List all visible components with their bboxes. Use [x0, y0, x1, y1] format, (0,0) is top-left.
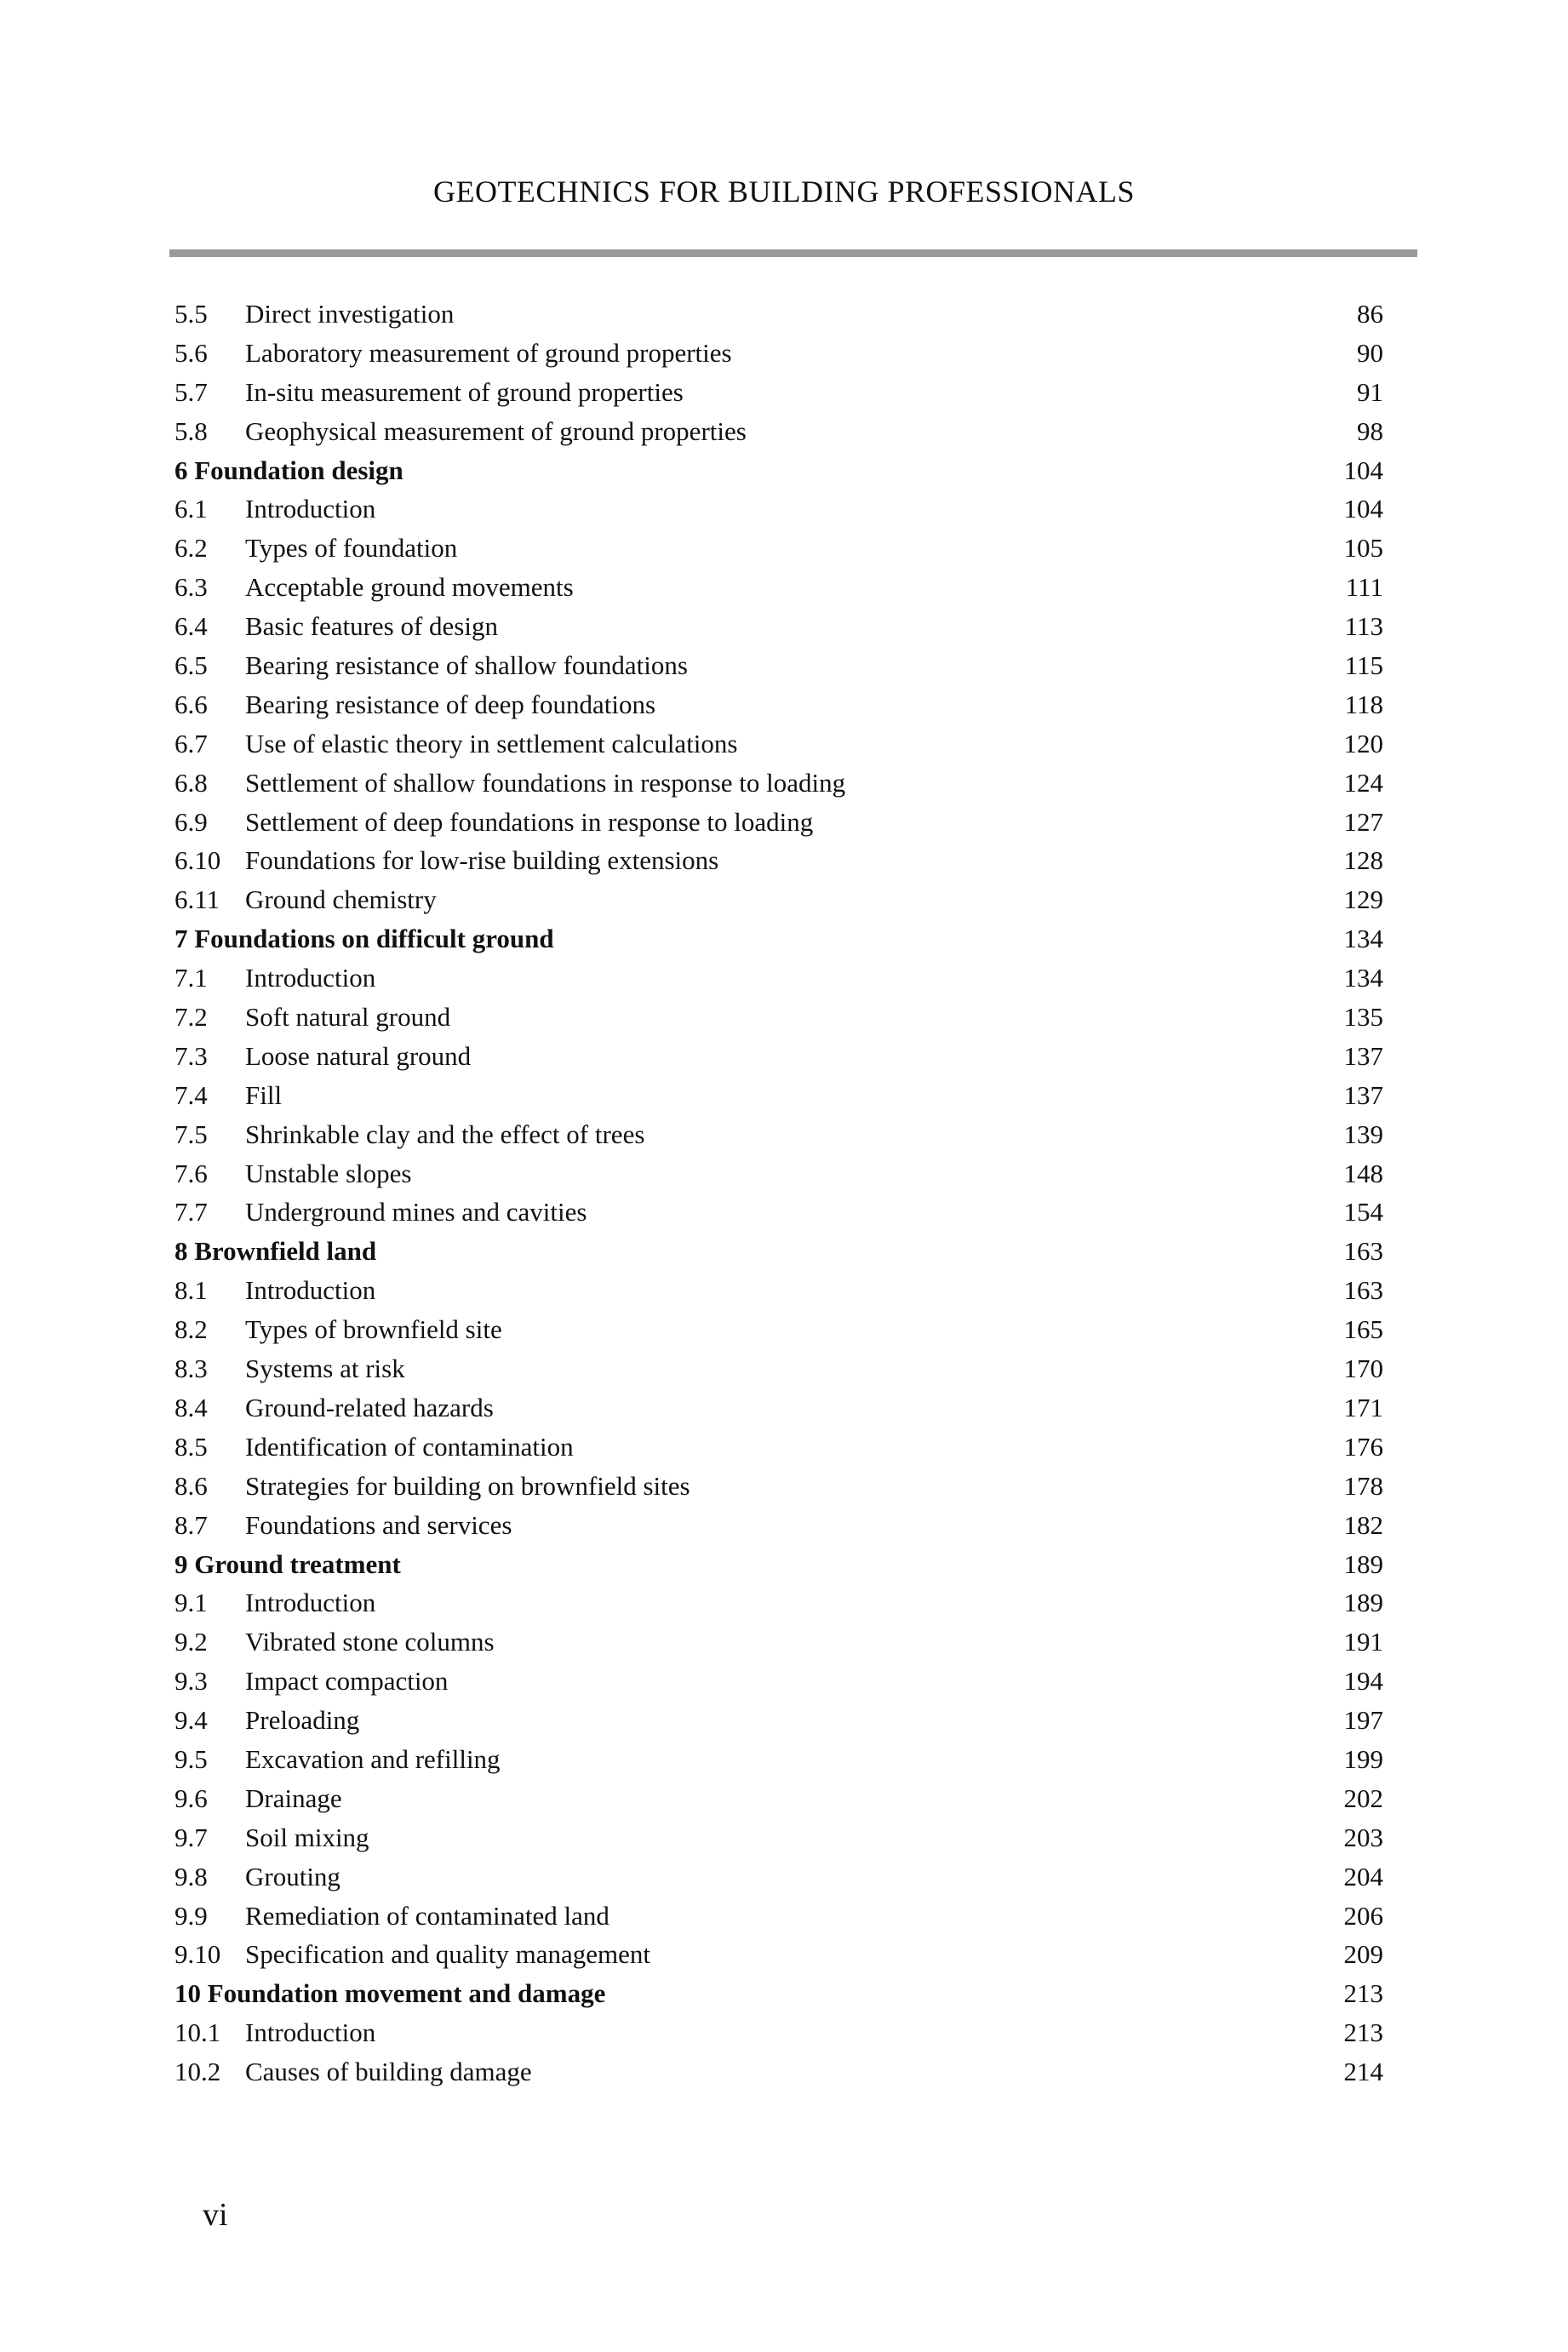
toc-section-row — [175, 646, 1383, 685]
toc-page-number: 111 — [1345, 572, 1383, 603]
toc-section-title: Types of brownfield site — [245, 1314, 502, 1345]
toc-section-title: Excavation and refilling — [245, 1743, 501, 1774]
toc-page-number: 137 — [1343, 1079, 1383, 1110]
toc-section-title: Introduction — [245, 1275, 376, 1306]
toc-page-number: 137 — [1343, 1040, 1383, 1071]
toc-section-row — [175, 1740, 1383, 1779]
toc-page-number: 154 — [1343, 1197, 1383, 1228]
toc-section-row — [175, 1349, 1383, 1388]
toc-section-row — [175, 2052, 1383, 2092]
toc-chapter-title: 9 Ground treatment — [175, 1548, 401, 1579]
toc-section-title: Bearing resistance of deep foundations — [245, 689, 656, 719]
toc-section-number: 10.2 — [175, 2057, 221, 2087]
toc-section-number: 8.6 — [175, 1470, 208, 1501]
toc-chapter-title: 10 Foundation movement and damage — [175, 1978, 606, 2009]
toc-section-row — [175, 1115, 1383, 1154]
toc-section-title: Impact compaction — [245, 1666, 449, 1697]
toc-section-title: Vibrated stone columns — [245, 1627, 495, 1657]
toc-section-row — [175, 1428, 1383, 1467]
toc-page-number: 213 — [1343, 1978, 1383, 2009]
toc-section-title: Direct investigation — [245, 299, 455, 329]
toc-chapter-title: 6 Foundation design — [175, 455, 403, 485]
toc-page-number: 176 — [1343, 1431, 1383, 1462]
toc-section-number: 6.7 — [175, 728, 208, 758]
toc-page-number: 98 — [1357, 415, 1383, 446]
toc-section-row — [175, 295, 1383, 334]
toc-page-number: 206 — [1343, 1900, 1383, 1931]
toc-section-row — [175, 568, 1383, 607]
toc-page-number: 213 — [1343, 2017, 1383, 2048]
toc-page-number: 194 — [1343, 1666, 1383, 1697]
toc-section-row — [175, 2013, 1383, 2052]
toc-section-title: Use of elastic theory in settlement calculations — [245, 728, 738, 758]
toc-section-number: 6.6 — [175, 689, 208, 719]
toc-section-title: Grouting — [245, 1861, 340, 1891]
toc-page-number: 104 — [1343, 455, 1383, 485]
toc-section-row — [175, 959, 1383, 998]
toc-section-number: 9.10 — [175, 1939, 221, 1970]
toc-section-row — [175, 1857, 1383, 1897]
toc-page-number: 104 — [1343, 494, 1383, 524]
toc-page-number: 204 — [1343, 1861, 1383, 1891]
toc-section-title: Loose natural ground — [245, 1040, 472, 1071]
toc-section-number: 9.5 — [175, 1743, 208, 1774]
toc-page-number: 148 — [1343, 1158, 1383, 1188]
toc-page-number: 124 — [1343, 767, 1383, 798]
toc-page-number: 128 — [1343, 845, 1383, 876]
toc-section-title: Foundations for low-rise building extensions — [245, 845, 719, 876]
toc-page-number: 127 — [1343, 806, 1383, 837]
toc-page-number: 163 — [1343, 1275, 1383, 1306]
toc-section-title: Acceptable ground movements — [245, 572, 574, 603]
toc-section-row — [175, 373, 1383, 412]
toc-section-row — [175, 1935, 1383, 1974]
toc-page-number: 203 — [1343, 1822, 1383, 1852]
toc-section-number: 6.3 — [175, 572, 208, 603]
header-rule — [169, 249, 1417, 257]
toc-section-number: 8.1 — [175, 1275, 208, 1306]
toc-section-number: 6.1 — [175, 494, 208, 524]
toc-page-number: 120 — [1343, 728, 1383, 758]
page-folio: vi — [203, 2197, 228, 2233]
toc-section-number: 9.7 — [175, 1822, 208, 1852]
toc-page-number: 214 — [1343, 2057, 1383, 2087]
toc-section-title: Introduction — [245, 963, 376, 993]
toc-section-title: Settlement of shallow foundations in response to loading — [245, 767, 846, 798]
toc-section-row — [175, 334, 1383, 373]
toc-page-number: 202 — [1343, 1783, 1383, 1813]
toc-section-title: Ground chemistry — [245, 884, 437, 915]
toc-section-number: 9.3 — [175, 1666, 208, 1697]
toc-page-number: 171 — [1343, 1392, 1383, 1422]
toc-section-row — [175, 489, 1383, 529]
toc-section-row — [175, 1388, 1383, 1428]
table-of-contents — [175, 295, 1383, 2092]
toc-section-number: 6.9 — [175, 806, 208, 837]
toc-chapter-row — [175, 1232, 1383, 1271]
toc-page-number: 134 — [1343, 924, 1383, 954]
toc-section-row — [175, 1193, 1383, 1232]
toc-section-number: 10.1 — [175, 2017, 221, 2048]
running-head: GEOTECHNICS FOR BUILDING PROFESSIONALS — [432, 175, 1136, 209]
toc-section-number: 7.3 — [175, 1040, 208, 1071]
toc-section-number: 8.4 — [175, 1392, 208, 1422]
toc-section-row — [175, 1897, 1383, 1936]
toc-section-number: 6.8 — [175, 767, 208, 798]
toc-chapter-row — [175, 451, 1383, 490]
toc-section-title: Preloading — [245, 1705, 360, 1736]
toc-section-title: Soft natural ground — [245, 1002, 451, 1033]
toc-page-number: 165 — [1343, 1314, 1383, 1345]
toc-section-number: 9.8 — [175, 1861, 208, 1891]
toc-page-number: 209 — [1343, 1939, 1383, 1970]
toc-section-number: 7.1 — [175, 963, 208, 993]
toc-chapter-title: 7 Foundations on difficult ground — [175, 924, 554, 954]
toc-section-number: 9.4 — [175, 1705, 208, 1736]
toc-section-number: 9.9 — [175, 1900, 208, 1931]
toc-section-row — [175, 1818, 1383, 1857]
toc-section-number: 9.1 — [175, 1588, 208, 1618]
toc-page-number: 189 — [1343, 1548, 1383, 1579]
toc-section-row — [175, 1076, 1383, 1115]
toc-section-title: Causes of building damage — [245, 2057, 532, 2087]
toc-section-number: 7.4 — [175, 1079, 208, 1110]
toc-section-row — [175, 880, 1383, 919]
toc-section-title: Types of foundation — [245, 533, 458, 564]
toc-section-number: 9.6 — [175, 1783, 208, 1813]
toc-section-title: Systems at risk — [245, 1353, 405, 1384]
toc-section-title: Specification and quality management — [245, 1939, 651, 1970]
toc-page-number: 178 — [1343, 1470, 1383, 1501]
toc-page-number: 197 — [1343, 1705, 1383, 1736]
toc-section-number: 5.7 — [175, 376, 208, 407]
toc-section-title: Strategies for building on brownfield sites — [245, 1470, 690, 1501]
toc-section-number: 5.6 — [175, 337, 208, 368]
toc-page-number: 189 — [1343, 1588, 1383, 1618]
toc-section-number: 6.5 — [175, 650, 208, 681]
toc-section-number: 8.2 — [175, 1314, 208, 1345]
toc-page-number: 90 — [1357, 337, 1383, 368]
toc-section-number: 6.10 — [175, 845, 221, 876]
toc-page-number: 199 — [1343, 1743, 1383, 1774]
toc-section-number: 7.7 — [175, 1197, 208, 1228]
toc-section-row — [175, 764, 1383, 803]
toc-section-number: 6.2 — [175, 533, 208, 564]
toc-section-title: Foundations and services — [245, 1509, 512, 1540]
toc-section-row — [175, 998, 1383, 1037]
toc-section-row — [175, 841, 1383, 880]
toc-page-number: 135 — [1343, 1002, 1383, 1033]
toc-section-row — [175, 529, 1383, 568]
toc-section-title: Laboratory measurement of ground properties — [245, 337, 732, 368]
toc-section-title: Geophysical measurement of ground properties — [245, 415, 747, 446]
toc-section-title: Introduction — [245, 2017, 376, 2048]
toc-section-row — [175, 1310, 1383, 1349]
toc-page-number: 115 — [1344, 650, 1383, 681]
toc-section-row — [175, 1662, 1383, 1701]
toc-page-number: 91 — [1357, 376, 1383, 407]
toc-section-row — [175, 685, 1383, 724]
toc-section-row — [175, 607, 1383, 646]
toc-section-title: Introduction — [245, 494, 376, 524]
toc-section-number: 5.8 — [175, 415, 208, 446]
toc-section-number: 8.3 — [175, 1353, 208, 1384]
toc-page-number: 134 — [1343, 963, 1383, 993]
toc-section-row — [175, 1271, 1383, 1310]
toc-page-number: 113 — [1344, 611, 1383, 642]
toc-page-number: 86 — [1357, 299, 1383, 329]
toc-page-number: 118 — [1344, 689, 1383, 719]
toc-section-row — [175, 412, 1383, 451]
toc-section-number: 6.11 — [175, 884, 220, 915]
toc-page-number: 182 — [1343, 1509, 1383, 1540]
toc-page-number: 163 — [1343, 1236, 1383, 1267]
toc-section-number: 5.5 — [175, 299, 208, 329]
toc-page-number: 191 — [1343, 1627, 1383, 1657]
toc-section-title: Underground mines and cavities — [245, 1197, 587, 1228]
toc-section-number: 7.6 — [175, 1158, 208, 1188]
toc-chapter-row — [175, 919, 1383, 959]
toc-section-number: 7.2 — [175, 1002, 208, 1033]
toc-section-title: Basic features of design — [245, 611, 498, 642]
toc-page-number: 105 — [1343, 533, 1383, 564]
toc-section-row — [175, 803, 1383, 842]
toc-section-title: Remediation of contaminated land — [245, 1900, 609, 1931]
toc-section-row — [175, 1037, 1383, 1076]
toc-section-title: Introduction — [245, 1588, 376, 1618]
toc-chapter-row — [175, 1974, 1383, 2013]
toc-section-title: Settlement of deep foundations in response to loading — [245, 806, 814, 837]
toc-section-row — [175, 1779, 1383, 1818]
toc-section-title: Ground-related hazards — [245, 1392, 494, 1422]
toc-section-row — [175, 1622, 1383, 1662]
toc-section-row — [175, 1701, 1383, 1740]
toc-section-row — [175, 1467, 1383, 1506]
toc-section-title: Unstable slopes — [245, 1158, 412, 1188]
toc-page-number: 139 — [1343, 1119, 1383, 1149]
toc-section-title: Fill — [245, 1079, 283, 1110]
toc-section-number: 6.4 — [175, 611, 208, 642]
toc-section-title: Soil mixing — [245, 1822, 369, 1852]
toc-section-title: Identification of contamination — [245, 1431, 574, 1462]
toc-section-row — [175, 1583, 1383, 1622]
toc-section-title: In-situ measurement of ground properties — [245, 376, 684, 407]
toc-page-number: 129 — [1343, 884, 1383, 915]
toc-section-title: Bearing resistance of shallow foundations — [245, 650, 688, 681]
toc-section-number: 8.7 — [175, 1509, 208, 1540]
toc-section-title: Drainage — [245, 1783, 342, 1813]
toc-section-row — [175, 724, 1383, 764]
toc-chapter-row — [175, 1545, 1383, 1584]
toc-section-number: 8.5 — [175, 1431, 208, 1462]
toc-section-number: 7.5 — [175, 1119, 208, 1149]
toc-page-number: 170 — [1343, 1353, 1383, 1384]
toc-section-number: 9.2 — [175, 1627, 208, 1657]
toc-section-row — [175, 1154, 1383, 1193]
toc-section-title: Shrinkable clay and the effect of trees — [245, 1119, 645, 1149]
toc-chapter-title: 8 Brownfield land — [175, 1236, 377, 1267]
toc-section-row — [175, 1506, 1383, 1545]
